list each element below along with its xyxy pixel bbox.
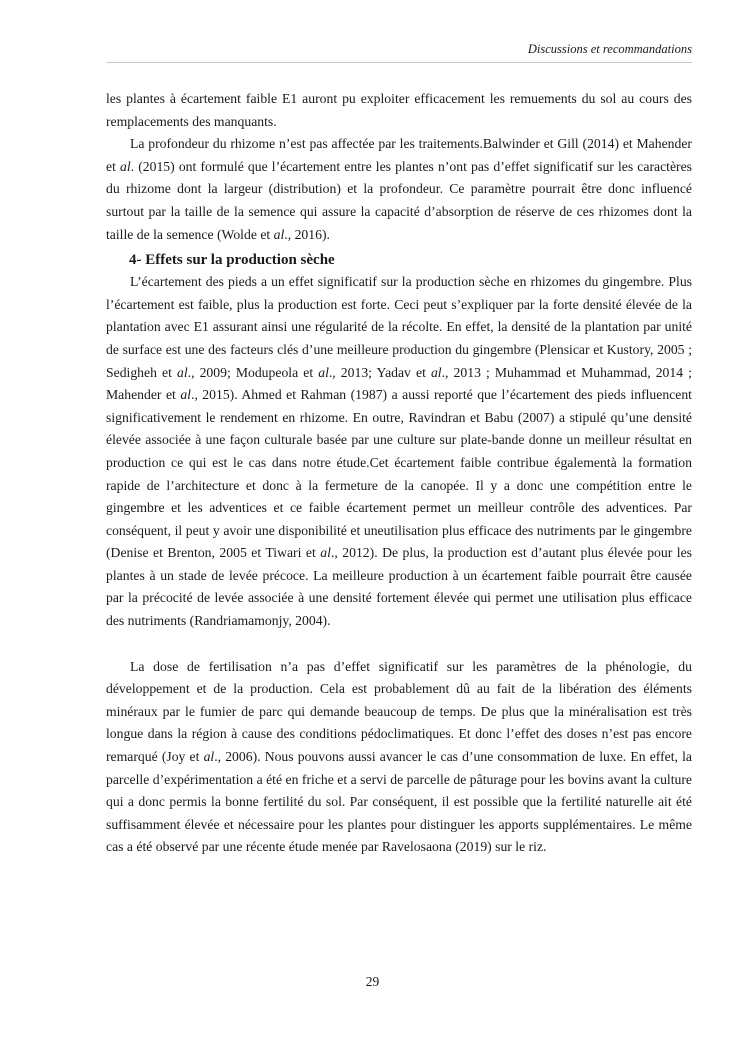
paragraph-continuation xyxy=(106,88,692,133)
text-run: ., 2015). Ahmed et Rahman (1987) a aussi reporté que l’écartement des pieds influencent significativement le rendement en rhizome. En outre, Ravindran et Babu (2007) a stipulé qu’une densité élevée associée à une façon culturale basée par une culture sur plate-bande donne un meilleur résultat en production ce qui est le cas dans notre étude.Cet écartement faible contribue égalementà la formation rapide de l’architecture et donc à la fermeture de la canopée. Il y a donc une compétition entre le gingembre et les adventices et ce faible écartement permet un meilleur contrôle des adventices. Par conséquent, il peut y avoir une disponibilité et uneutilisation plus efficace des nutriments par le gingembre (Denise et Brenton, 2005 et Tiwari et xyxy=(106,387,692,561)
text-run: ., 2012). De plus, la production est d’autant plus élevée pour les plantes à un stade de levée précoce. La meilleure production à un écartement faible pourrait être causée par la précocité de levée associée à une densité fortement élevée qui permet une utilisation plus efficace des nutriments (Randriamamonjy, 2004). xyxy=(106,545,692,629)
italic-al: al xyxy=(273,226,285,242)
italic-al: al xyxy=(318,364,329,380)
paragraph-dry-production xyxy=(106,271,692,633)
italic-al: al xyxy=(120,158,131,174)
text-run: les plantes à écartement faible E1 auront pu exploiter efficacement les remuements du sol au cours des remplacements des manquants. xyxy=(106,91,692,129)
text-run: ., 2013 ; Muhammad et Muhammad, 2014 ; Mahender et xyxy=(106,364,692,403)
paragraph-fertilisation xyxy=(106,656,692,859)
italic-al: al xyxy=(320,545,331,561)
text-run: ., 2013; Yadav et xyxy=(328,364,431,380)
section-heading: 4- Effets sur la production sèche xyxy=(129,252,335,269)
paragraph-rhizome-depth xyxy=(106,133,692,246)
text-run: ., 2009; Modupeola et xyxy=(187,364,319,380)
italic-al: al xyxy=(430,364,442,380)
text-run: ., 2006). Nous pouvons aussi avancer le cas d’une consommation de luxe. En effet, la parcelle d’expérimentation a été en friche et a servi de parcelle de pâturage pour les bovins avant la culture qui a donc permis la bonne fertilité du sol. Par conséquent, il est possible que la fertilité naturelle ait été suffisamment élevée et nécessaire pour les plantes pour distinguer les apports supplémentaires. Le même cas a été observé par une récente étude menée par Ravelosaona (2019) sur le riz. xyxy=(106,749,692,855)
text-run: La dose de fertilisation n’a pas d’effet significatif sur les paramètres de la phénologie, du développement et de la production. Cela est probablement dû au fait de la libération des éléments minéraux par le fumier de parc qui demande beaucoup de temps. De plus que la minéralisation est très longue dans la région à cause des conditions pédoclimatiques. Et donc l’effet des doses n’est pas encore remarqué (Joy et xyxy=(106,658,692,765)
text-run: ., 2016). xyxy=(284,226,330,242)
italic-al: al xyxy=(203,749,215,765)
text-run: L’écartement des pieds a un effet significatif sur la production sèche en rhizomes du gingembre. Plus l’écartement est faible, plus la production est forte. Ceci peut s’expliquer par la forte densité élevée de la plantation avec E1 assurant ainsi une régularité de la récolte. En effet, la densité de la plantation par unité de surface est une des facteurs clés d’une meilleure production du gingembre (Plensicar et Kustory, 2005 ; Sedigheh et xyxy=(106,274,692,380)
italic-al: al xyxy=(180,387,191,403)
page-number: 29 xyxy=(365,974,380,989)
text-run: La profondeur du rhizome n’est pas affectée par les traitements.Balwinder et Gill (2014) et Mahender et xyxy=(106,136,692,174)
italic-al: al xyxy=(176,364,188,380)
running-header: Discussions et recommandations xyxy=(106,42,692,63)
text-run: . (2015) ont formulé que l’écartement entre les plantes n’ont pas d’effet significatif sur les caractères du rhizome dont la largeur (distribution) et la profondeur. Ce paramètre pourrait être donc influencé surtout par la taille de la semence qui assure la capacité d’absorption de réserve de ces rhizomes dont la taille de la semence (Wolde et xyxy=(106,158,693,242)
body-text xyxy=(106,88,692,859)
